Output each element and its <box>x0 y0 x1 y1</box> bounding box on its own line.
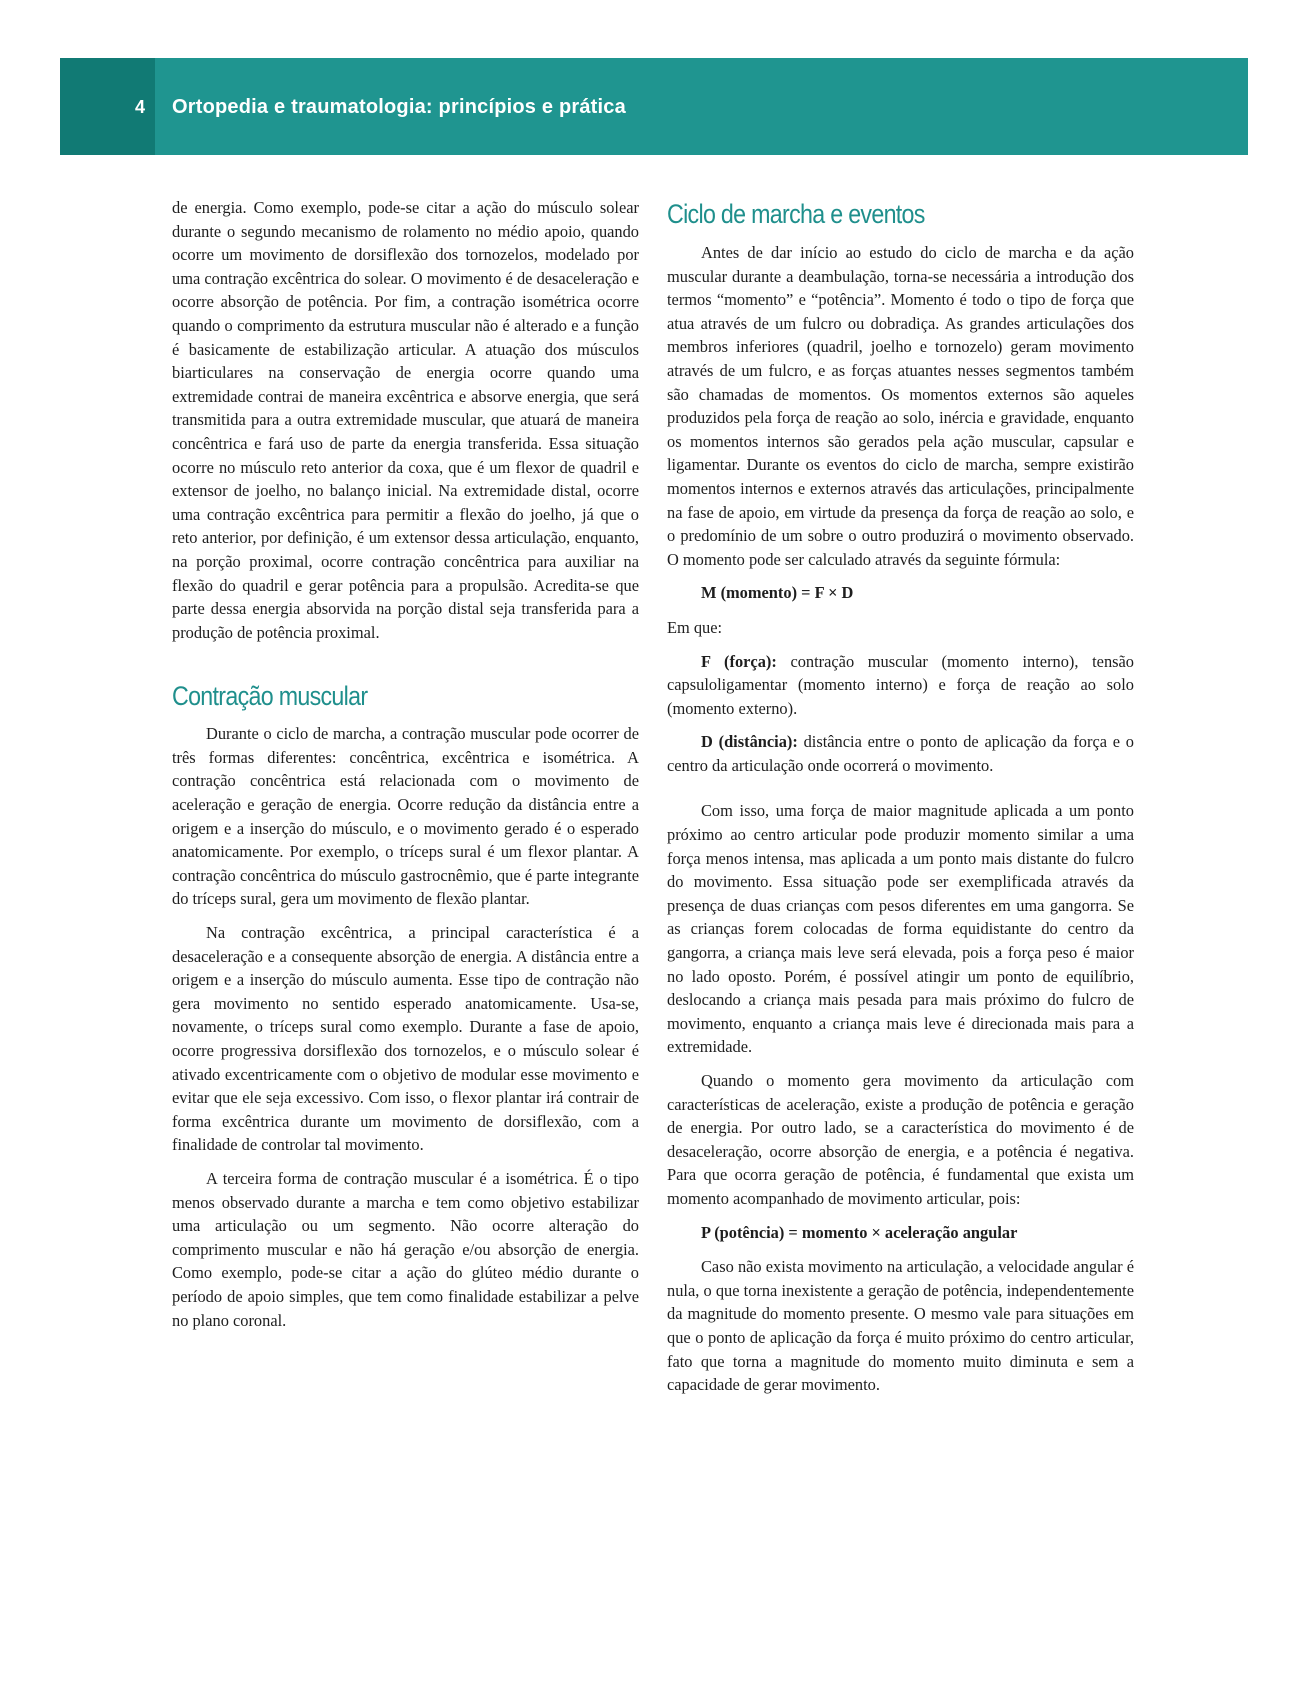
em-que-label: Em que: <box>667 617 723 637</box>
section-heading-contracao: Contração muscular <box>172 681 368 712</box>
paragraph: Quando o momento gera movimento da articulação com características de aceleração, existe a produção de potência e geração de energia. Por outro lado, se a característica do movimento é de desaceleração, ocorre absorção de energia, e a potência é negativa. Para que ocorra geração de potência, é fundamental que exista um momento acompanhado de movimento articular, pois: <box>667 1071 1134 1208</box>
section-heading-ciclo: Ciclo de marcha e eventos <box>667 199 925 229</box>
right-column <box>667 198 1134 1407</box>
paragraph: Na contração excêntrica, a principal característica é a desaceleração e a consequente absorção de energia. A distância entre a origem e a inserção do músculo aumenta. Esse tipo de contração não gera movimento no sentido esperado anatomicamente. Usa-se, novamente, o tríceps sural como exemplo. Durante a fase de apoio, ocorre progressiva dorsiflexão dos tornozelos, e o músculo solear é ativado excentricamente com o objetivo de modular esse movimento e evitar que ele seja excessivo. Com isso, o flexor plantar irá contrair de forma excêntrica durante um movimento de dorsiflexão, com a finalidade de controlar tal movimento. <box>172 923 639 1155</box>
page-header <box>60 58 1248 155</box>
page-number: 4 <box>134 97 145 117</box>
definition-term: F (força): <box>701 651 777 671</box>
formula-momento: M (momento) = F × D <box>701 583 854 603</box>
formula-potencia: P (potência) = momento × aceleração angular <box>701 1222 1018 1242</box>
definition-distancia <box>667 730 1134 777</box>
paragraph: de energia. Como exemplo, pode-se citar a ação do músculo solear durante o segundo mecanismo de rolamento no médio apoio, quando ocorre um movimento de dorsiflexão dos tornozelos, modelado por uma contração excêntrica do solear. O movimento é de desaceleração e ocorre absorção de potência. Por fim, a contração isométrica ocorre quando o comprimento da estrutura muscular não é alterado e a função é basicamente de estabilização articular. A atuação dos músculos biarticulares na conservação de energia ocorre quando uma extremidade contrai de maneira excêntrica e absorve energia, que será transmitida para a outra extremidade muscular, que atuará de maneira concêntrica e fará uso de parte da energia transferida. Essa situação ocorre no músculo reto anterior da coxa, que é um flexor de quadril e extensor de joelho, no balanço inicial. Na extremidade distal, ocorre uma contração excêntrica para permitir a flexão do joelho, já que o reto anterior, por definição, é um extensor dessa articulação, enquanto, na porção proximal, ocorre contração concêntrica para auxiliar na flexão do quadril e gerar potência para a propulsão. Acredita-se que parte dessa energia absorvida na porção distal seja transferida para a produção de potência proximal. <box>172 198 639 642</box>
paragraph: Antes de dar início ao estudo do ciclo de marcha e da ação muscular durante a deambulação, torna-se necessária a introdução dos termos “momento” e “potência”. Momento é todo o tipo de força que atua através de um fulcro ou dobradiça. As grandes articulações dos membros inferiores (quadril, joelho e tornozelo) geram movimento através de um fulcro, e as forças atuantes nesses segmentos também são chamadas de momentos. Os momentos externos são aqueles produzidos pela força de reação ao solo, inércia e gravidade, enquanto os momentos internos são gerados pela ação muscular, capsular e ligamentar. Durante os eventos do ciclo de marcha, sempre existirão momentos internos e externos através das articulações, principalmente na fase de apoio, em virtude da presença da força de reação ao solo, e o predomínio de um sobre o outro produzirá o movimento observado. O momento pode ser calculado através da seguinte fórmula: <box>667 243 1134 569</box>
definition-forca <box>667 650 1134 721</box>
paragraph: Com isso, uma força de maior magnitude aplicada a um ponto próximo ao centro articular pode produzir momento similar a uma força menos intensa, mas aplicada a um ponto mais distante do fulcro do movimento. Essa situação pode ser exemplificada através da presença de duas crianças com pesos diferentes em uma gangorra. Se as crianças forem colocadas de forma equidistante do centro da gangorra, a criança mais leve será elevada, pois a força peso é maior no lado oposto. Porém, é possível atingir um ponto de equilíbrio, deslocando a criança mais pesada para mais próximo do fulcro de movimento, enquanto a criança mais leve é direcionada mais para a extremidade. <box>667 801 1134 1057</box>
definition-text: distância entre o ponto de aplicação da força e o centro da articulação onde ocorrerá o movimento. <box>667 732 1134 775</box>
running-title: Ortopedia e traumatologia: princípios e prática <box>172 96 626 118</box>
definition-term: D (distância): <box>701 732 798 752</box>
paragraph: A terceira forma de contração muscular é a isométrica. É o tipo menos observado durante a marcha e tem como objetivo estabilizar uma articulação ou um segmento. Não ocorre alteração do comprimento muscular e não há geração e/ou absorção de energia. Como exemplo, pode-se citar a ação do glúteo médio durante o período de apoio simples, que tem como finalidade estabilizar a pelve no plano coronal. <box>172 1168 639 1330</box>
left-column <box>172 196 639 1342</box>
paragraph: Durante o ciclo de marcha, a contração muscular pode ocorrer de três formas diferentes: concêntrica, excêntrica e isométrica. A contração concêntrica está relacionada com o movimento de aceleração e geração de energia. Ocorre redução da distância entre a origem e a inserção do músculo, e o movimento gerado é o esperado anatomicamente. Por exemplo, o tríceps sural é um flexor plantar. A contração concêntrica do músculo gastrocnêmio, que é parte integrante do tríceps sural, gera um movimento de flexão plantar. <box>172 724 639 909</box>
paragraph: Caso não exista movimento na articulação, a velocidade angular é nula, o que torna inexistente a geração de potência, independentemente da magnitude do momento presente. O mesmo vale para situações em que o ponto de aplicação da força é muito próximo do centro articular, fato que torna a magnitude do momento muito diminuta e sem a capacidade de gerar movimento. <box>667 1257 1134 1395</box>
definition-text: contração muscular (momento interno), tensão capsuloligamentar (momento interno) e força de reação ao solo (momento externo). <box>667 651 1134 718</box>
